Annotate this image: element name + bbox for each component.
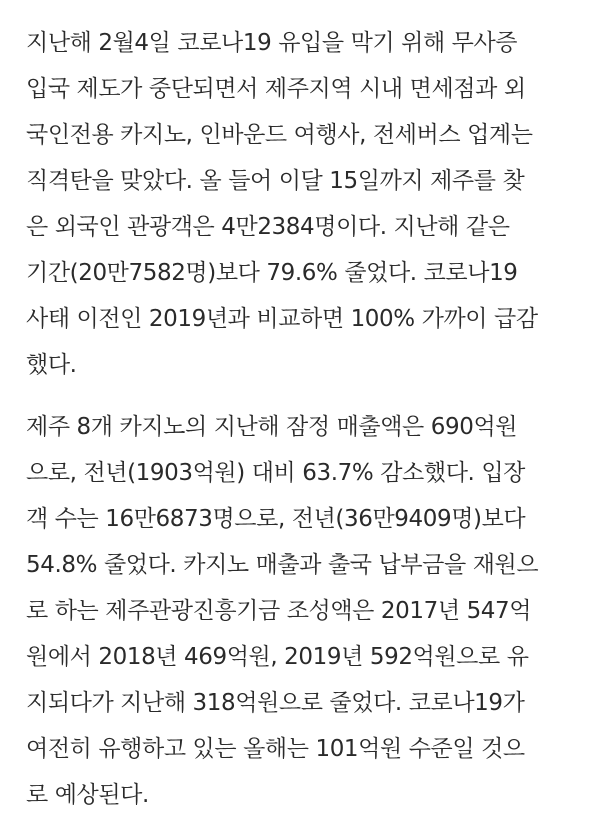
text-line: 기간(20만7582명)보다 79.6% 줄었다. 코로나19: [26, 260, 518, 286]
text-line: 로 하는 제주관광진흥기금 조성액은 2017년 547억: [26, 598, 532, 624]
text-line: 은 외국인 관광객은 4만2384명이다. 지난해 같은: [26, 214, 510, 240]
text-line: 입국 제도가 중단되면서 제주지역 시내 면세점과 외: [26, 76, 526, 102]
text-line: 사태 이전인 2019년과 비교하면 100% 가까이 급감: [26, 306, 538, 332]
text-line: 54.8% 줄었다. 카지노 매출과 출국 납부금을 재원으: [26, 552, 539, 578]
text-line: 객 수는 16만6873명으로, 전년(36만9409명)보다: [26, 506, 526, 532]
text-line: 으로, 전년(1903억원) 대비 63.7% 감소했다. 입장: [26, 460, 525, 486]
text-line: 여전히 유행하고 있는 올해는 101억원 수준일 것으: [26, 736, 525, 762]
text-line: 원에서 2018년 469억원, 2019년 592억원으로 유: [26, 644, 529, 670]
text-line: 직격탄을 맞았다. 올 들어 이달 15일까지 제주를 찾: [26, 168, 525, 194]
text-line: 지난해 2월4일 코로나19 유입을 막기 위해 무사증: [26, 30, 518, 56]
paragraph-covid-tourism: [26, 20, 538, 388]
text-line: 지되다가 지난해 318억원으로 줄었다. 코로나19가: [26, 690, 525, 716]
text-line: 국인전용 카지노, 인바운드 여행사, 전세버스 업계는: [26, 122, 533, 148]
text-line: 로 예상된다.: [26, 782, 149, 808]
paragraph-casino-revenue: [26, 404, 538, 818]
text-line: 했다.: [26, 352, 77, 378]
text-line: 제주 8개 카지노의 지난해 잠정 매출액은 690억원: [26, 414, 518, 440]
